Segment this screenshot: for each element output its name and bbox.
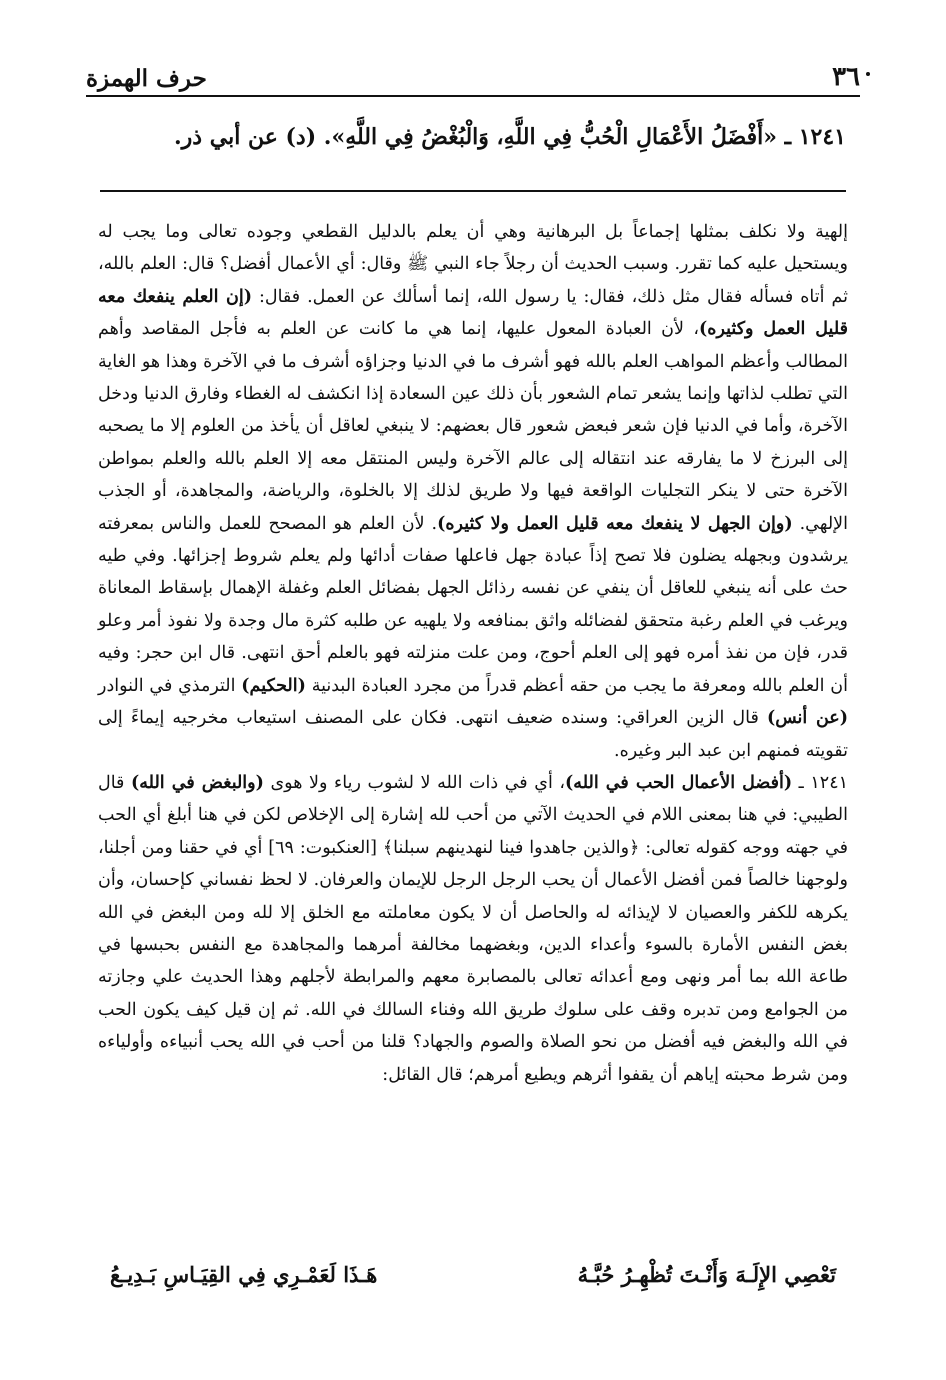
poetry-verse: [100, 1262, 846, 1287]
commentary-text: إلهية ولا نكلف بمثلها إجماعاً بل البرهانية وهي أن يعلم بالدليل القطعي وجوده تعالى وما يجب له ويستحيل عليه كما تقرر. وسبب الحديث أن رجلاً جاء النبي ﷺ وقال: أي الأعمال أفضل؟ قال: العلم بالله، ثم أتاه فسأله فقال مثل ذلك، فقال: يا رسول الله، إنما أسألك عن العمل. فقال:: [98, 222, 848, 307]
verse-hemistich-first: تَعْصِي الإِلَـهَ وَأَنْـتَ تُظْهِـرُ حُبَّـهُ: [577, 1262, 836, 1287]
hadith-number: ١٢٤١ ـ: [792, 772, 848, 793]
quoted-hadith-text: (وإن الجهل لا ينفعك معه قليل العمل ولا كثيره): [437, 513, 793, 534]
matn-separator-rule: [100, 190, 846, 192]
page-number: ٣٦: [832, 62, 860, 92]
commentary-text: الترمذي في النوادر: [98, 675, 242, 696]
narrator-reference: (عن أنس): [766, 708, 848, 729]
commentary-text: ، أي في ذات الله لا لشوب رياء ولا هوى: [263, 772, 566, 793]
commentary-text: ، لأن العبادة المعول عليها، إنما هي ما كانت عن العلم به فأجل المقاصد وأهم المطالب وأعظم المواهب العلم بالله فهو أشرف ما في الدنيا وجزاؤه أشرف ما في الآخرة وهذا هو الغاية التي تطلب لذاتها وإنما يشعر تمام الشعور بأن ذلك عين السعادة إذا انكشف له الغطاء وفارق الدنيا ودخل الآخرة، وأما في الدنيا فإن شعر فبعض شعور قال بعضهم: لا ينبغي لعاقل أن يأخذ من العلوم إلا ما يصحبه إلى البرزخ لا ما يفارقه عند انتقاله إلى عالم الآخرة وليس المنتقل معه إلا العلم بالله والعلم بمواطن الآخرة حتى لا ينكر التجليات الواقعة فيها ولا طريق لذلك إلا بالخلوة، والرياضة، والمجاهدة، أو الجذب الإلهي.: [98, 319, 848, 534]
commentary-body: [98, 216, 848, 1091]
commentary-paragraph-1: [98, 216, 848, 767]
verse-hemistich-second: هَـذَا لَعَمْـرِي فِي القِيَـاسِ بَـدِيـعُ: [110, 1262, 378, 1287]
page-header: [86, 52, 860, 92]
quoted-hadith-text: (أفضل الأعمال الحب في الله): [565, 772, 793, 793]
source-reference: (الحكيم): [241, 675, 306, 696]
hadith-matn: ١٢٤١ ـ «أَفْضَلُ الأَعْمَالِ الْحُبُّ فِي اللَّهِ، وَالْبُغْضُ فِي اللَّهِ». (د) عن أبي ذر.: [174, 124, 846, 150]
commentary-text: قال الطيبي: في هنا بمعنى اللام في الحديث الآتي من أحب لله إشارة إلى الإخلاص لكن في هنا أبلغ أي الحب في جهته ووجه كقوله تعالى: ﴿والذين جاهدوا فينا لنهدينهم سبلنا﴾ [العنكبوت: ٦٩] أي في حقنا ومن أجلنا، ولوجهنا خالصاً فمن أفضل الأعمال أن يحب الرجل الرجل للإيمان والعرفان. لا لحظ نفساني كإحسان، وأن يكرهه للكفر والعصيان لا لإيذائه له والحاصل أن لا يكون معاملته مع الخلق إلا لله ومن البغض في الله بغض النفس الأمارة بالسوء وأعداء الدين، وبغضهما مخالفة أمرهما والمجاهدة مع النفس بحبسها في طاعة الله بما أمر ونهى ومع أعدائه تعالى بالمصابرة معهم والمرابطة لأجلهم وهذا الحديث علي وجازته من الجوامع ومن تدبره وقف على سلوك طريق الله وفناء السالك في الله. ثم إن قيل كيف يكون الحب في الله والبغض فيه أفضل من نحو الصلاة والصوم والجهاد؟ قلنا من أحب في الله يحب أنبياءه وأولياءه ومن شرط محبته إياهم أن يقفوا أثرهم ويطيع أمرهم؛ قال القائل:: [98, 772, 848, 1085]
chapter-title: حرف الهمزة: [86, 65, 207, 92]
quoted-hadith-text: (والبغض في الله): [131, 772, 264, 793]
header-rule: [86, 95, 860, 97]
commentary-paragraph-2: [98, 767, 848, 1091]
commentary-text: قال الزين العراقي: وسنده ضعيف انتهى. فكان على المصنف استيعاب مخرجيه إيماءً إلى تقويته فمنهم ابن عبد البر وغيره.: [98, 708, 848, 761]
commentary-text: . لأن العلم هو المصحح للعمل والناس بمعرفته يرشدون وبجهله يضلون فلا تصح إذاً عبادة جهل فاعلها صفات أدائها ولم يعلم شروط إجزائها. وفي طيه حث على أنه ينبغي للعاقل أن ينفي عن نفسه رذائل الجهل بفضائل العلم وغفلة الإهمال بإسقاط المعاناة ويرغب في العلم رغبة متحقق لفضائله واثق بمنافعه ولا يلهيه عن طلبه كثرة مال وجدة ولا نفوذ أمر وعلو قدر، فإن من نفذ أمره فهو إلى العلم أحوج، ومن علت منزلته فهو بالعلم أحق انتهى. قال ابن حجر: وفيه أن العلم بالله ومعرفة ما يجب من حقه أعظم قدراً من مجرد العبادة البدنية: [98, 513, 848, 696]
quoted-hadith-text: (إن العلم ينفعك معه قليل العمل وكثيره): [98, 286, 848, 340]
header-dot-ornament: [866, 72, 870, 76]
